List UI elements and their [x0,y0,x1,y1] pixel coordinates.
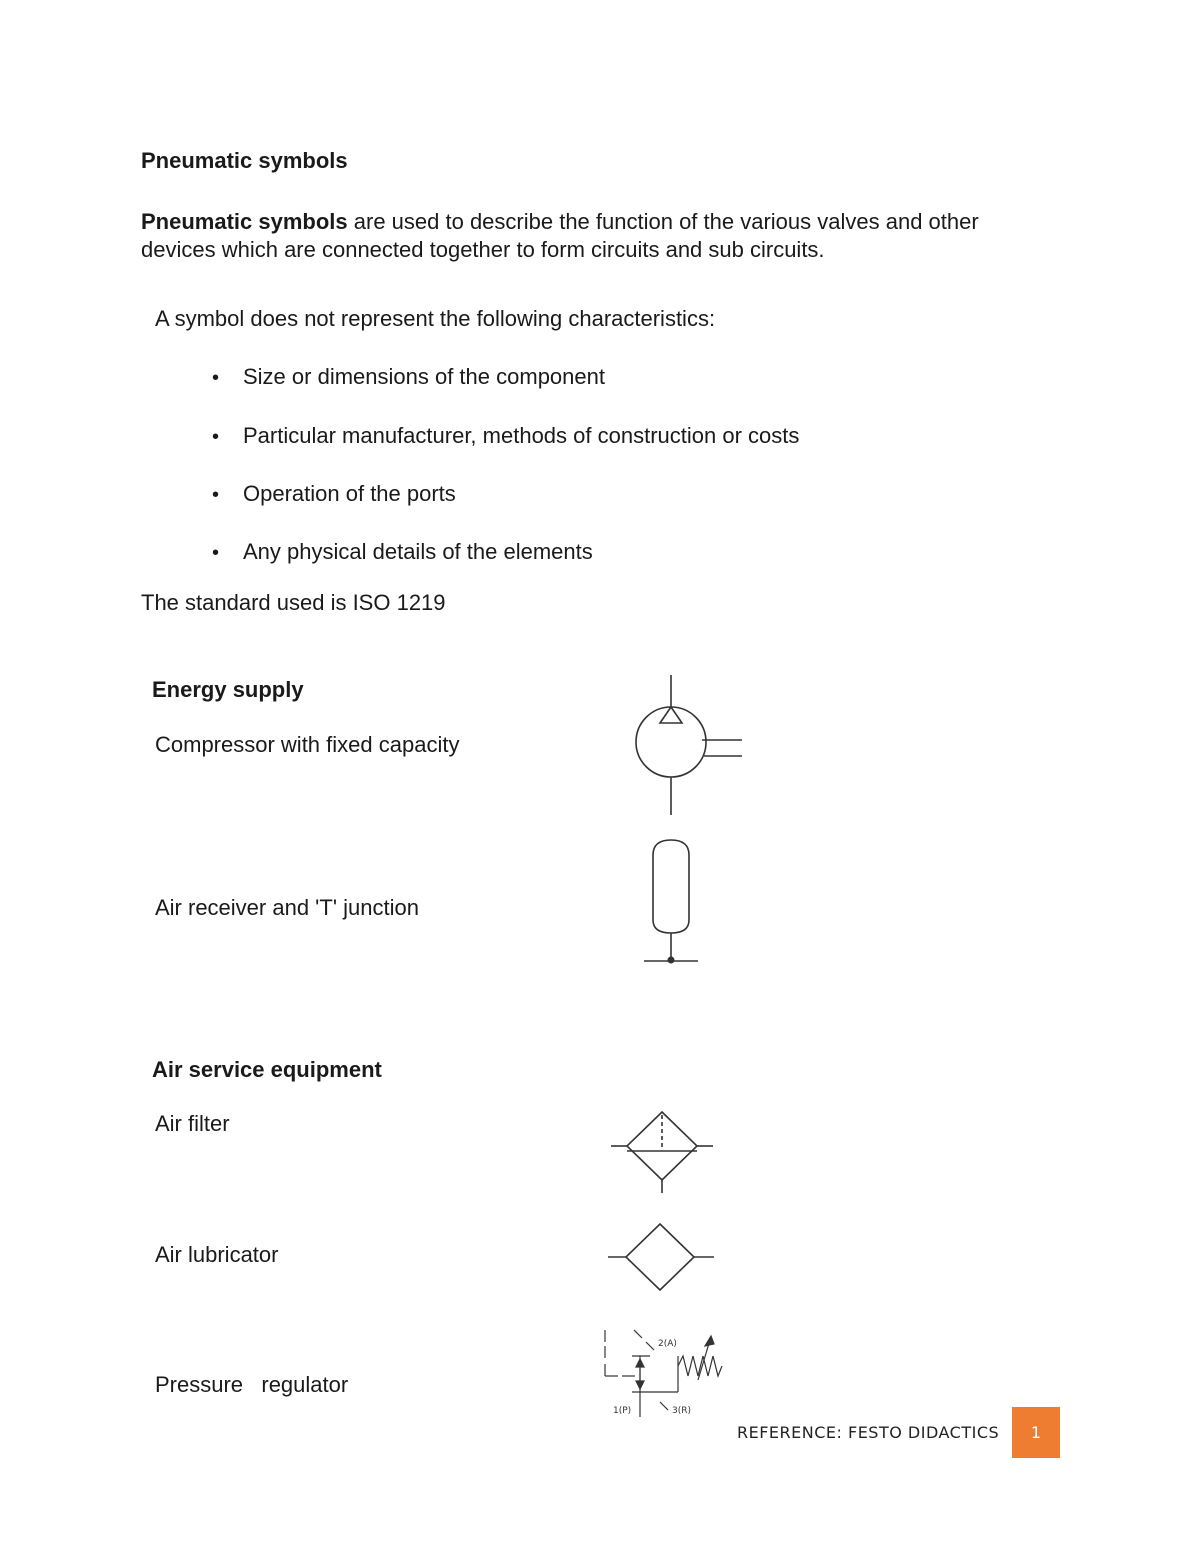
air-lubricator-label: Air lubricator [155,1242,279,1267]
characteristics-intro: A symbol does not represent the following characteristics: [155,306,716,331]
port-a-label: 2(A) [658,1339,677,1349]
bullet-dot-icon: • [212,484,220,506]
air-filter-label: Air filter [155,1111,230,1136]
intro-lead-bold: Pneumatic symbols [141,209,348,234]
intro-line-1 [141,208,1081,236]
pressure-regulator-label: Pressure regulator [155,1372,349,1397]
bullet-item: • Any physical details of the elements [212,539,593,564]
port-p-label: 1(P) [613,1406,632,1416]
intro-lead-rest: are used to describe the function of the various valves and other [347,209,979,234]
footer-reference: REFERENCE: FESTO DIDACTICS [737,1423,1000,1442]
air-service-heading: Air service equipment [152,1057,382,1082]
port-r-label: 3(R) [672,1406,692,1416]
bullet-item: • Particular manufacturer, methods of construction or costs [212,423,800,448]
page-title: Pneumatic symbols [141,148,348,173]
bullet-item: • Size or dimensions of the component [212,364,605,389]
bullet-dot-icon: • [212,426,220,448]
compressor-label: Compressor with fixed capacity [155,732,460,757]
standard-text: The standard used is ISO 1219 [141,590,446,615]
bullet-dot-icon: • [212,542,220,564]
compressor-icon [600,665,760,825]
bullet-item: • Operation of the ports [212,481,456,506]
air-receiver-label: Air receiver and 'T' junction [155,895,419,920]
air-filter-icon [605,1105,720,1200]
intro-line-2: devices which are connected together to form circuits and sub circuits. [141,237,825,262]
pressure-regulator-icon [598,1322,738,1417]
page-number-badge: 1 [1012,1407,1060,1458]
air-lubricator-icon [602,1218,722,1298]
bullet-dot-icon: • [212,367,220,389]
air-receiver-icon [600,835,760,975]
energy-supply-heading: Energy supply [152,677,304,702]
intro-paragraph [141,208,1081,264]
